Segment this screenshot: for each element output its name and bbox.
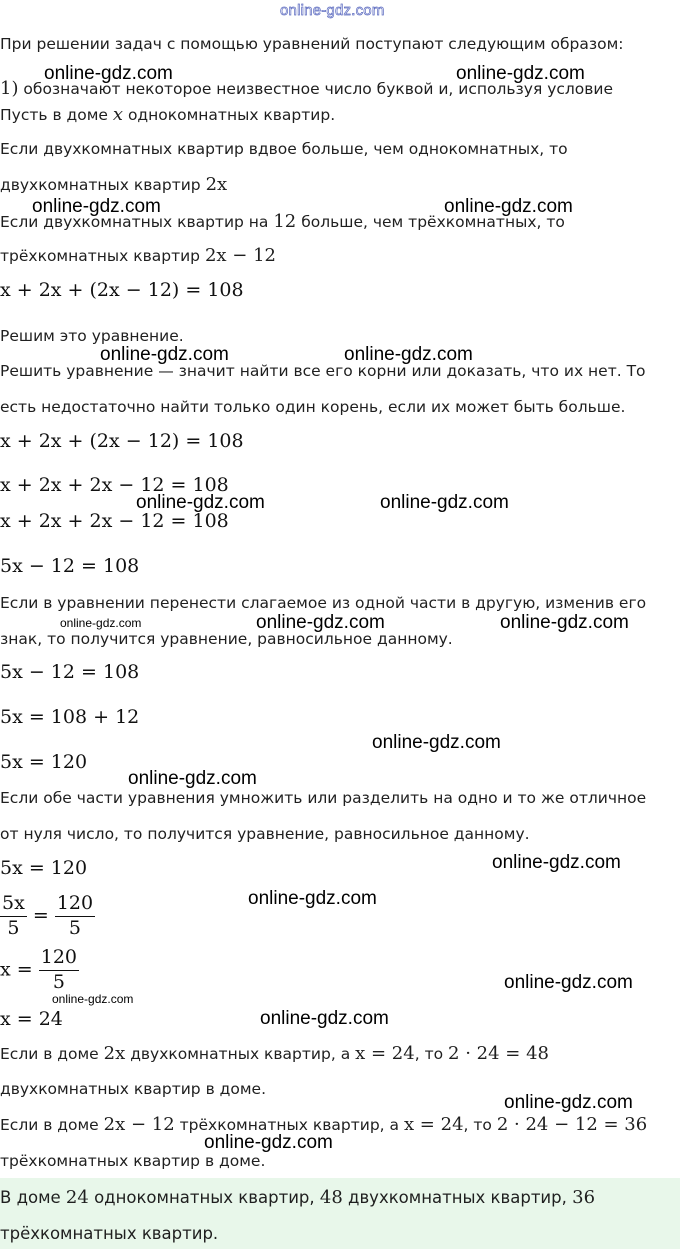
watermark: online-gdz.com bbox=[60, 616, 142, 630]
rule1-line-a: Если в уравнении перенести слагаемое из одной части в другую, изменив его bbox=[0, 594, 647, 612]
res3-text-b: трёхкомнатных квартир, а bbox=[174, 1116, 404, 1134]
watermark: online-gdz.com bbox=[44, 63, 173, 84]
watermark: online-gdz.com bbox=[256, 612, 385, 633]
watermark: online-gdz.com bbox=[52, 992, 134, 1006]
watermark: online-gdz.com bbox=[344, 344, 473, 365]
two-room-text: двухкомнатных квартир bbox=[0, 176, 206, 194]
step1-number: 1) bbox=[0, 78, 19, 99]
expr-2x: 2x bbox=[205, 174, 228, 195]
intro-text: При решении задач с помощью уравнений поступают следующим образом: bbox=[0, 35, 624, 53]
equation-open-2: x + 2x + 2x − 12 = 108 bbox=[0, 510, 229, 532]
watermark: online-gdz.com bbox=[504, 972, 633, 993]
var-x: x bbox=[112, 104, 124, 125]
watermark: online-gdz.com bbox=[444, 196, 573, 217]
definition-line-b: есть недостаточно найти только один корень, если их может быть больше. bbox=[0, 398, 626, 416]
watermark: online-gdz.com bbox=[136, 492, 265, 513]
equation-5x-1: 5x − 12 = 108 bbox=[0, 555, 140, 577]
watermark: online-gdz.com bbox=[504, 1092, 633, 1113]
equation-move: 5x = 108 + 12 bbox=[0, 706, 140, 728]
res3-text-c: , то bbox=[463, 1116, 497, 1134]
res2-x: x = 24 bbox=[355, 1043, 415, 1064]
three-room-text-2: больше, чем трёхкомнатных, то bbox=[296, 213, 565, 231]
equation-5x-2: 5x − 12 = 108 bbox=[0, 661, 140, 683]
site-watermark-top: online-gdz.com bbox=[280, 2, 385, 19]
expr-2x-minus-12: 2x − 12 bbox=[204, 245, 276, 266]
equation-x-fraction bbox=[0, 946, 79, 995]
three-room-text-1: Если двухкомнатных квартир на bbox=[0, 213, 274, 231]
result-two-room-line-b: двухкомнатных квартир в доме. bbox=[0, 1080, 266, 1098]
res3-calc: 2 · 24 − 12 = 36 bbox=[496, 1114, 648, 1135]
answer-line-b: трёхкомнатных квартир. bbox=[0, 1224, 219, 1243]
res3-expr: 2x − 12 bbox=[103, 1114, 175, 1135]
watermark: online-gdz.com bbox=[492, 852, 621, 873]
three-room-line-b bbox=[0, 245, 276, 266]
watermark: online-gdz.com bbox=[248, 888, 377, 909]
three-room-text-b: трёхкомнатных квартир bbox=[0, 247, 205, 265]
res2-expr: 2x bbox=[103, 1043, 126, 1064]
res2-text-c: , то bbox=[414, 1045, 449, 1063]
answer-box bbox=[0, 1178, 680, 1249]
answer-num-3: 36 bbox=[572, 1187, 596, 1208]
solve-text: Решим это уравнение. bbox=[0, 327, 184, 345]
result-two-room-line-a bbox=[0, 1043, 549, 1064]
step1-text: обозначают некоторое неизвестное число буквой и, используя условие bbox=[18, 80, 614, 98]
let-text-a: Пусть в доме bbox=[0, 106, 113, 124]
res2-calc: 2 · 24 = 48 bbox=[448, 1043, 549, 1064]
equation-x-24: x = 24 bbox=[0, 1008, 63, 1030]
rule1-line-b: знак, то получится уравнение, равносильное данному. bbox=[0, 630, 453, 648]
equation-open-1: x + 2x + 2x − 12 = 108 bbox=[0, 474, 229, 496]
watermark: online-gdz.com bbox=[100, 344, 229, 365]
res2-text-a: Если в доме bbox=[0, 1045, 104, 1063]
answer-num-1: 24 bbox=[65, 1187, 89, 1208]
watermark: online-gdz.com bbox=[260, 1008, 389, 1029]
watermark: online-gdz.com bbox=[204, 1132, 333, 1153]
let-text-b: однокомнатных квартир. bbox=[123, 106, 336, 124]
two-room-line-a: Если двухкомнатных квартир вдвое больше, чем однокомнатных, то bbox=[0, 140, 568, 158]
result-three-room-line-b: трёхкомнатных квартир в доме. bbox=[0, 1152, 266, 1170]
res2-text-b: двухкомнатных квартир, а bbox=[125, 1045, 356, 1063]
answer-num-2: 48 bbox=[319, 1187, 343, 1208]
fraction-x: $\frac{120}{5}$ bbox=[40, 946, 77, 993]
res3-x: x = 24 bbox=[403, 1114, 464, 1135]
rule2-line-b: от нуля число, то получится уравнение, равносильное данному. bbox=[0, 825, 530, 843]
equation-repeat: x + 2x + (2x − 12) = 108 bbox=[0, 430, 244, 452]
rule2-line-a: Если обе части уравнения умножить или разделить на одно и то же отличное bbox=[0, 789, 647, 807]
equation-120-1: 5x = 120 bbox=[0, 751, 88, 773]
watermark: online-gdz.com bbox=[128, 768, 257, 789]
watermark: online-gdz.com bbox=[380, 492, 509, 513]
let-line bbox=[0, 104, 335, 125]
watermark: online-gdz.com bbox=[456, 63, 585, 84]
num-12: 12 bbox=[273, 211, 297, 232]
equation-fraction: $\frac{5x}{5}$ = $\frac{120}{5}$ bbox=[2, 892, 94, 939]
res3-text-a: Если в доме bbox=[0, 1116, 104, 1134]
x-equals: x = bbox=[0, 958, 33, 981]
answer-line-a: В доме 24 однокомнатных квартир, 48 двухкомнатных квартир, 36 bbox=[0, 1187, 596, 1208]
fraction-rhs: $\frac{120}{5}$ bbox=[56, 892, 94, 939]
definition-line-a: Решить уравнение — значит найти все его корни или доказать, что их нет. То bbox=[0, 362, 646, 380]
watermark: online-gdz.com bbox=[372, 732, 501, 753]
watermark: online-gdz.com bbox=[32, 196, 161, 217]
fraction-lhs: $\frac{5x}{5}$ bbox=[2, 892, 25, 939]
watermark: online-gdz.com bbox=[500, 612, 629, 633]
two-room-line-b bbox=[0, 174, 227, 195]
equation-120-2: 5x = 120 bbox=[0, 857, 88, 879]
equation-main: x + 2x + (2x − 12) = 108 bbox=[0, 279, 244, 301]
